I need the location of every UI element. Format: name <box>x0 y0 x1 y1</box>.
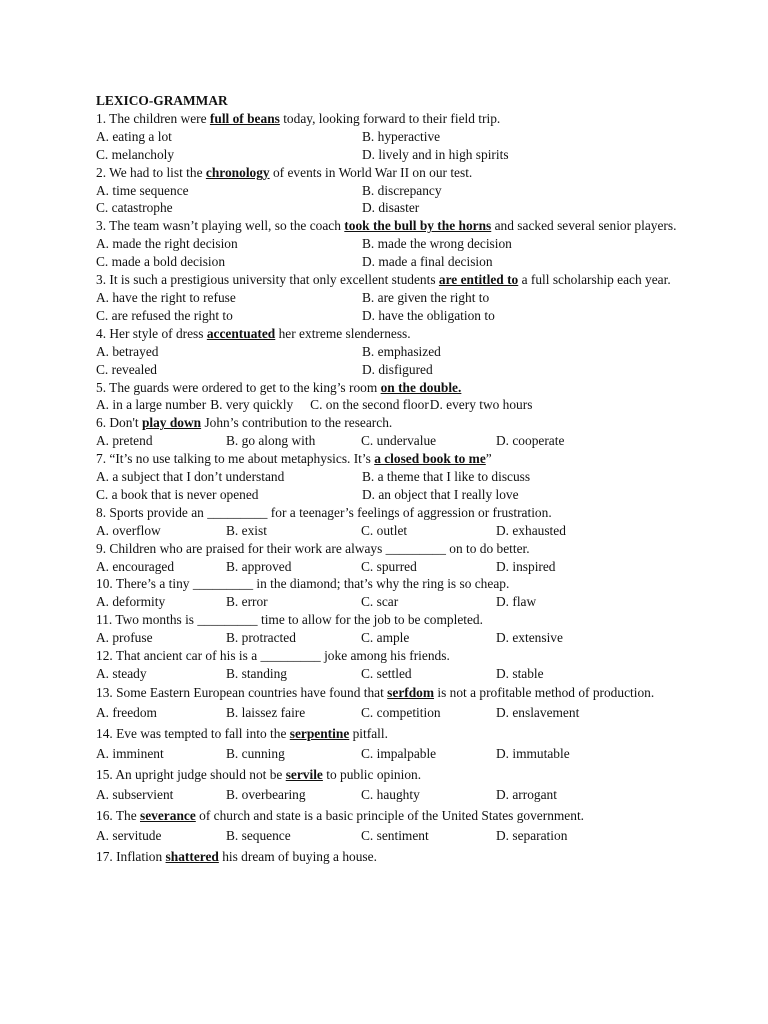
question-3 <box>96 217 678 235</box>
question-7 <box>96 450 678 468</box>
option-a: A. in a large number <box>96 397 207 413</box>
option-a: A. have the right to refuse <box>96 289 236 305</box>
option-c: C. settled <box>361 666 412 681</box>
options-row <box>96 522 678 540</box>
question-text: 7. “It’s no use talking to me about metaphysics. It’s <box>96 451 375 467</box>
question-text: of church and state is a basic principle of the United States government. <box>195 807 585 823</box>
question-text: 1. The children were <box>96 110 210 126</box>
option-a: A. profuse <box>96 630 153 646</box>
options-row <box>96 593 678 611</box>
option-a: A. a subject that I don’t understand <box>96 469 285 485</box>
question-11: 11. Two months is _________ time to allow for the job to be completed. <box>96 612 483 628</box>
question-text: is not a profitable method of production. <box>434 684 655 700</box>
question-text: John’s contribution to the research. <box>201 415 393 431</box>
option-a: A. pretend <box>96 433 153 449</box>
question-6 <box>96 414 678 432</box>
worksheet-content <box>96 92 678 867</box>
options-row <box>96 146 678 164</box>
question-8: 8. Sports provide an _________ for a teenager’s feelings of aggression or frustration. <box>96 504 552 520</box>
option-c: C. scar <box>361 594 399 610</box>
question-2 <box>96 164 678 182</box>
question-text: today, looking forward to their field trip. <box>279 110 501 126</box>
options-row <box>96 826 678 847</box>
question-text: 13. Some Eastern European countries have found that <box>96 684 388 700</box>
question-3b <box>96 271 678 289</box>
option-a: A. eating a lot <box>96 128 172 144</box>
option-b: B. sequence <box>226 828 291 844</box>
question-16 <box>96 806 678 827</box>
option-d: D. exhausted <box>496 522 566 538</box>
options-row <box>96 703 678 724</box>
option-d: D. every two hours <box>429 397 533 413</box>
option-d: D. made a final decision <box>362 254 493 270</box>
option-a: A. made the right decision <box>96 236 238 252</box>
question-text: 3. It is such a prestigious university that only excellent students <box>96 272 439 288</box>
question-text: a full scholarship each year. <box>518 272 671 288</box>
option-b: B. hyperactive <box>362 128 441 144</box>
option-b: B. cunning <box>226 746 285 762</box>
option-b: B. overbearing <box>226 787 306 803</box>
key-phrase: severance <box>140 807 196 823</box>
options-row <box>96 199 678 217</box>
key-phrase: a closed book to me <box>374 451 486 467</box>
option-d: D. disfigured <box>362 361 433 377</box>
option-c: C. sentiment <box>361 828 429 844</box>
question-4 <box>96 325 678 343</box>
key-phrase: on the double. <box>380 379 462 395</box>
key-phrase: chronology <box>205 164 270 180</box>
option-a: A. overflow <box>96 522 161 538</box>
option-d: D. extensive <box>496 630 563 646</box>
option-b: B. standing <box>226 666 288 681</box>
question-text: and sacked several senior players. <box>491 218 677 234</box>
option-a: A. steady <box>96 666 147 681</box>
option-b: B. approved <box>226 558 292 574</box>
question-text: 3. The team wasn’t playing well, so the coach <box>96 218 345 234</box>
question-13 <box>96 683 678 704</box>
question-text: pitfall. <box>349 725 388 741</box>
option-c: C. made a bold decision <box>96 254 226 270</box>
options-row <box>96 558 678 576</box>
key-phrase: full of beans <box>209 110 280 126</box>
question-14 <box>96 724 678 745</box>
options-row <box>96 785 678 806</box>
option-a: A. time sequence <box>96 182 189 198</box>
option-d: D. enslavement <box>496 705 580 721</box>
options-row <box>96 361 678 379</box>
option-b: B. laissez faire <box>226 705 306 721</box>
question-10: 10. There’s a tiny _________ in the diamond; that’s why the ring is so cheap. <box>96 576 510 592</box>
options-row <box>96 396 678 414</box>
options-row <box>96 486 678 504</box>
question-text: 4. Her style of dress <box>96 325 207 341</box>
question-text: 14. Eve was tempted to fall into the <box>96 725 290 741</box>
options-row <box>96 665 678 683</box>
question-text: 17. Inflation <box>96 848 166 864</box>
option-c: C. spurred <box>361 558 417 574</box>
option-c: C. undervalue <box>361 433 437 449</box>
options-row <box>96 468 678 486</box>
question-text: 2. We had to list the <box>96 164 206 180</box>
key-phrase: took the bull by the horns <box>344 218 492 234</box>
option-a: A. subservient <box>96 787 174 803</box>
key-phrase: accentuated <box>206 325 276 341</box>
key-phrase: serfdom <box>387 684 435 700</box>
option-d: D. cooperate <box>496 433 565 449</box>
question-17 <box>96 847 678 868</box>
option-c: C. impalpable <box>361 746 437 762</box>
options-row <box>96 128 678 146</box>
question-text: 16. The <box>96 807 141 823</box>
key-phrase: play down <box>141 415 202 431</box>
option-d: D. separation <box>496 828 568 844</box>
options-row <box>96 182 678 200</box>
option-c: C. competition <box>361 705 441 721</box>
option-b: B. emphasized <box>362 343 441 359</box>
key-phrase: servile <box>285 766 323 782</box>
page-title: LEXICO-GRAMMAR <box>96 93 228 108</box>
options-row <box>96 289 678 307</box>
option-b: B. protracted <box>226 630 296 646</box>
option-d: D. arrogant <box>496 787 557 803</box>
option-c: C. a book that is never opened <box>96 486 259 502</box>
options-row <box>96 744 678 765</box>
option-a: A. betrayed <box>96 343 159 359</box>
option-b: B. exist <box>226 522 267 538</box>
option-d: D. stable <box>496 666 544 681</box>
question-text: to public opinion. <box>322 766 422 782</box>
question-text: 15. An upright judge should not be <box>96 766 286 782</box>
option-c: C. haughty <box>361 787 420 803</box>
option-c: C. are refused the right to <box>96 307 233 323</box>
option-a: A. deformity <box>96 594 166 610</box>
option-b: B. made the wrong decision <box>362 236 512 252</box>
question-1 <box>96 110 678 128</box>
question-text: 5. The guards were ordered to get to the king’s room <box>96 379 381 395</box>
options-row <box>96 253 678 271</box>
option-d: D. an object that I really love <box>362 486 519 502</box>
question-text: of events in World War II on our test. <box>269 164 473 180</box>
options-row <box>96 629 678 647</box>
option-d: D. have the obligation to <box>362 307 495 323</box>
option-a: A. servitude <box>96 828 162 844</box>
question-text: her extreme slenderness. <box>275 325 411 341</box>
option-c: C. revealed <box>96 361 157 377</box>
option-a: A. imminent <box>96 746 164 762</box>
option-b: B. error <box>226 594 268 610</box>
option-d: D. immutable <box>496 746 570 762</box>
key-phrase: shattered <box>165 848 219 864</box>
question-12: 12. That ancient car of his is a _________ joke among his friends. <box>96 648 450 664</box>
option-b: B. go along with <box>226 433 316 449</box>
option-d: D. inspired <box>496 558 556 574</box>
key-phrase: serpentine <box>289 725 350 741</box>
key-phrase: are entitled to <box>438 272 519 288</box>
option-d: D. lively and in high spirits <box>362 146 509 162</box>
options-row <box>96 307 678 325</box>
question-15 <box>96 765 678 786</box>
option-a: A. freedom <box>96 705 157 721</box>
option-a: A. encouraged <box>96 558 175 574</box>
question-5 <box>96 379 678 397</box>
question-9: 9. Children who are praised for their work are always _________ on to do better. <box>96 540 530 556</box>
option-c: C. melancholy <box>96 146 175 162</box>
option-d: D. disaster <box>362 200 420 216</box>
option-c: C. on the second floor <box>310 397 429 413</box>
options-row <box>96 343 678 361</box>
option-b: B. very quickly <box>210 397 294 413</box>
option-b: B. discrepancy <box>362 182 442 198</box>
options-row <box>96 432 678 450</box>
option-c: C. catastrophe <box>96 200 173 216</box>
question-text: ” <box>485 451 492 467</box>
options-row <box>96 235 678 253</box>
option-c: C. outlet <box>361 522 408 538</box>
option-b: B. are given the right to <box>362 289 490 305</box>
question-text: his dream of buying a house. <box>218 848 377 864</box>
option-c: C. ample <box>361 630 410 646</box>
question-text: 6. Don't <box>96 415 142 431</box>
option-d: D. flaw <box>496 594 537 610</box>
option-b: B. a theme that I like to discuss <box>362 469 531 485</box>
